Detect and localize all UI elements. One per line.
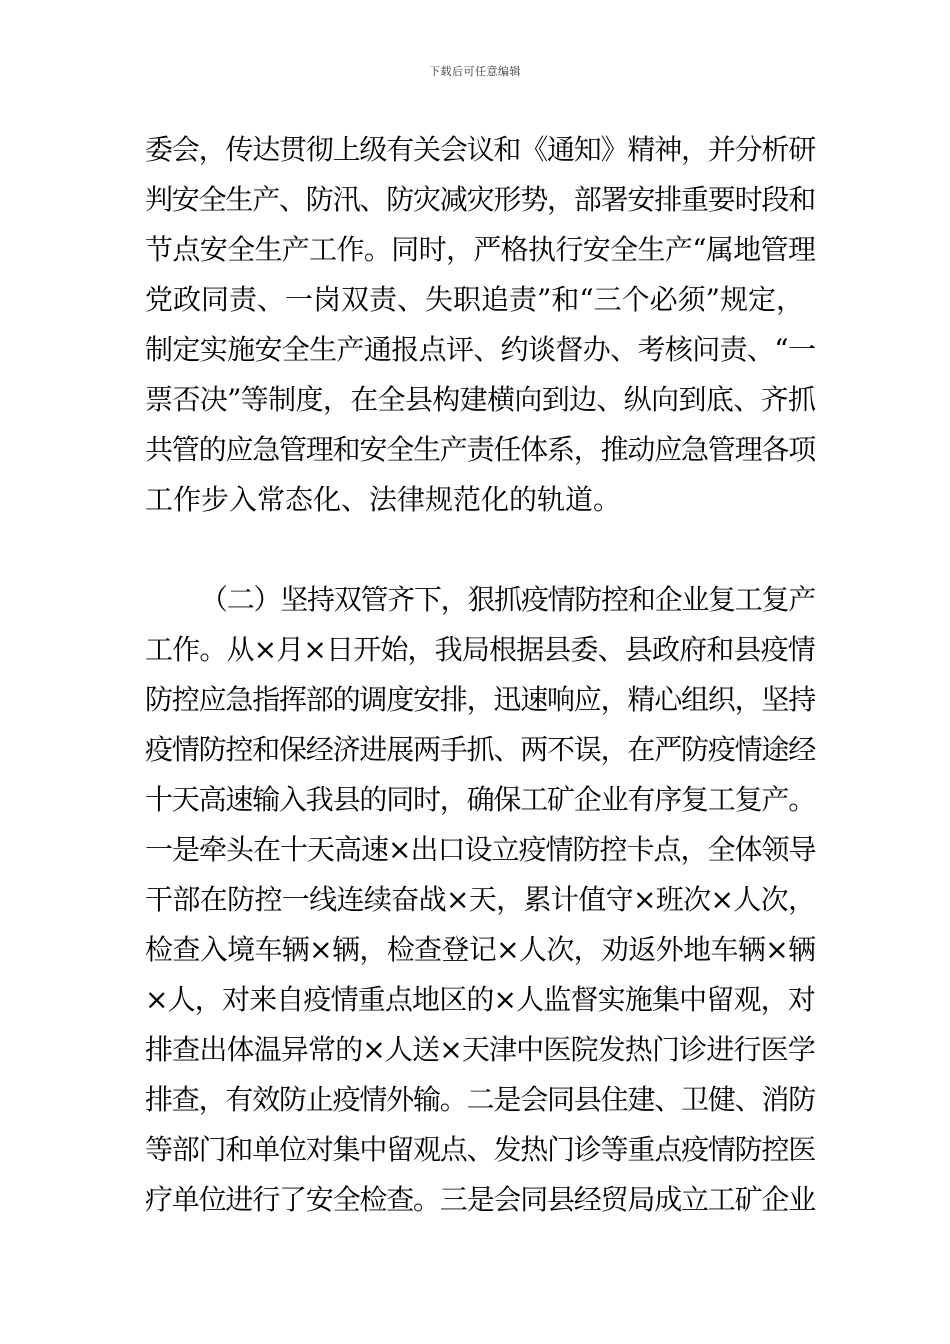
text-line: 节点安全生产工作。同时，严格执行安全生产“属地管理 bbox=[145, 233, 816, 266]
text-line: 检查入境车辆×辆，检查登记×人次，劝返外地车辆×辆 bbox=[145, 933, 816, 966]
text-line: 疗单位进行了安全检查。三是会同县经贸局成立工矿企业 bbox=[145, 1183, 816, 1216]
text-line: 共管的应急管理和安全生产责任体系，推动应急管理各项 bbox=[145, 433, 816, 466]
text-line: 疫情防控和保经济进展两手抓、两不误，在严防疫情途经 bbox=[145, 733, 816, 766]
text-line-indented: （二）坚持双管齐下，狠抓疫情防控和企业复工复产 bbox=[200, 583, 816, 616]
text-line: 防控应急指挥部的调度安排，迅速响应，精心组织，坚持 bbox=[145, 683, 816, 716]
text-line: 制定实施安全生产通报点评、约谈督办、考核问责、“一 bbox=[145, 333, 816, 366]
page-header: 下载后可任意编辑 bbox=[429, 65, 521, 78]
text-line: 排查，有效防止疫情外输。二是会同县住建、卫健、消防 bbox=[145, 1083, 816, 1116]
text-line: 干部在防控一线连续奋战×天，累计值守×班次×人次， bbox=[145, 883, 816, 916]
text-line: 判安全生产、防汛、防灾减灾形势，部署安排重要时段和 bbox=[145, 183, 816, 216]
text-line: 票否决”等制度，在全县构建横向到边、纵向到底、齐抓 bbox=[145, 383, 816, 416]
text-line: 排查出体温异常的×人送×天津中医院发热门诊进行医学 bbox=[145, 1033, 815, 1066]
text-line: 工作。从×月×日开始，我局根据县委、县政府和县疫情 bbox=[145, 633, 815, 666]
text-line: 等部门和单位对集中留观点、发热门诊等重点疫情防控医 bbox=[145, 1133, 816, 1166]
text-line: 十天高速输入我县的同时，确保工矿企业有序复工复产。 bbox=[145, 783, 816, 816]
text-line: 委会，传达贯彻上级有关会议和《通知》精神，并分析研 bbox=[145, 133, 816, 166]
text-line: 一是牵头在十天高速×出口设立疫情防控卡点，全体领导 bbox=[145, 833, 816, 866]
text-line: 党政同责、一岗双责、失职追责”和“三个必须”规定， bbox=[145, 283, 804, 316]
text-line: 工作步入常态化、法律规范化的轨道。 bbox=[145, 483, 622, 516]
text-line: ×人，对来自疫情重点地区的×人监督实施集中留观，对 bbox=[145, 983, 815, 1016]
